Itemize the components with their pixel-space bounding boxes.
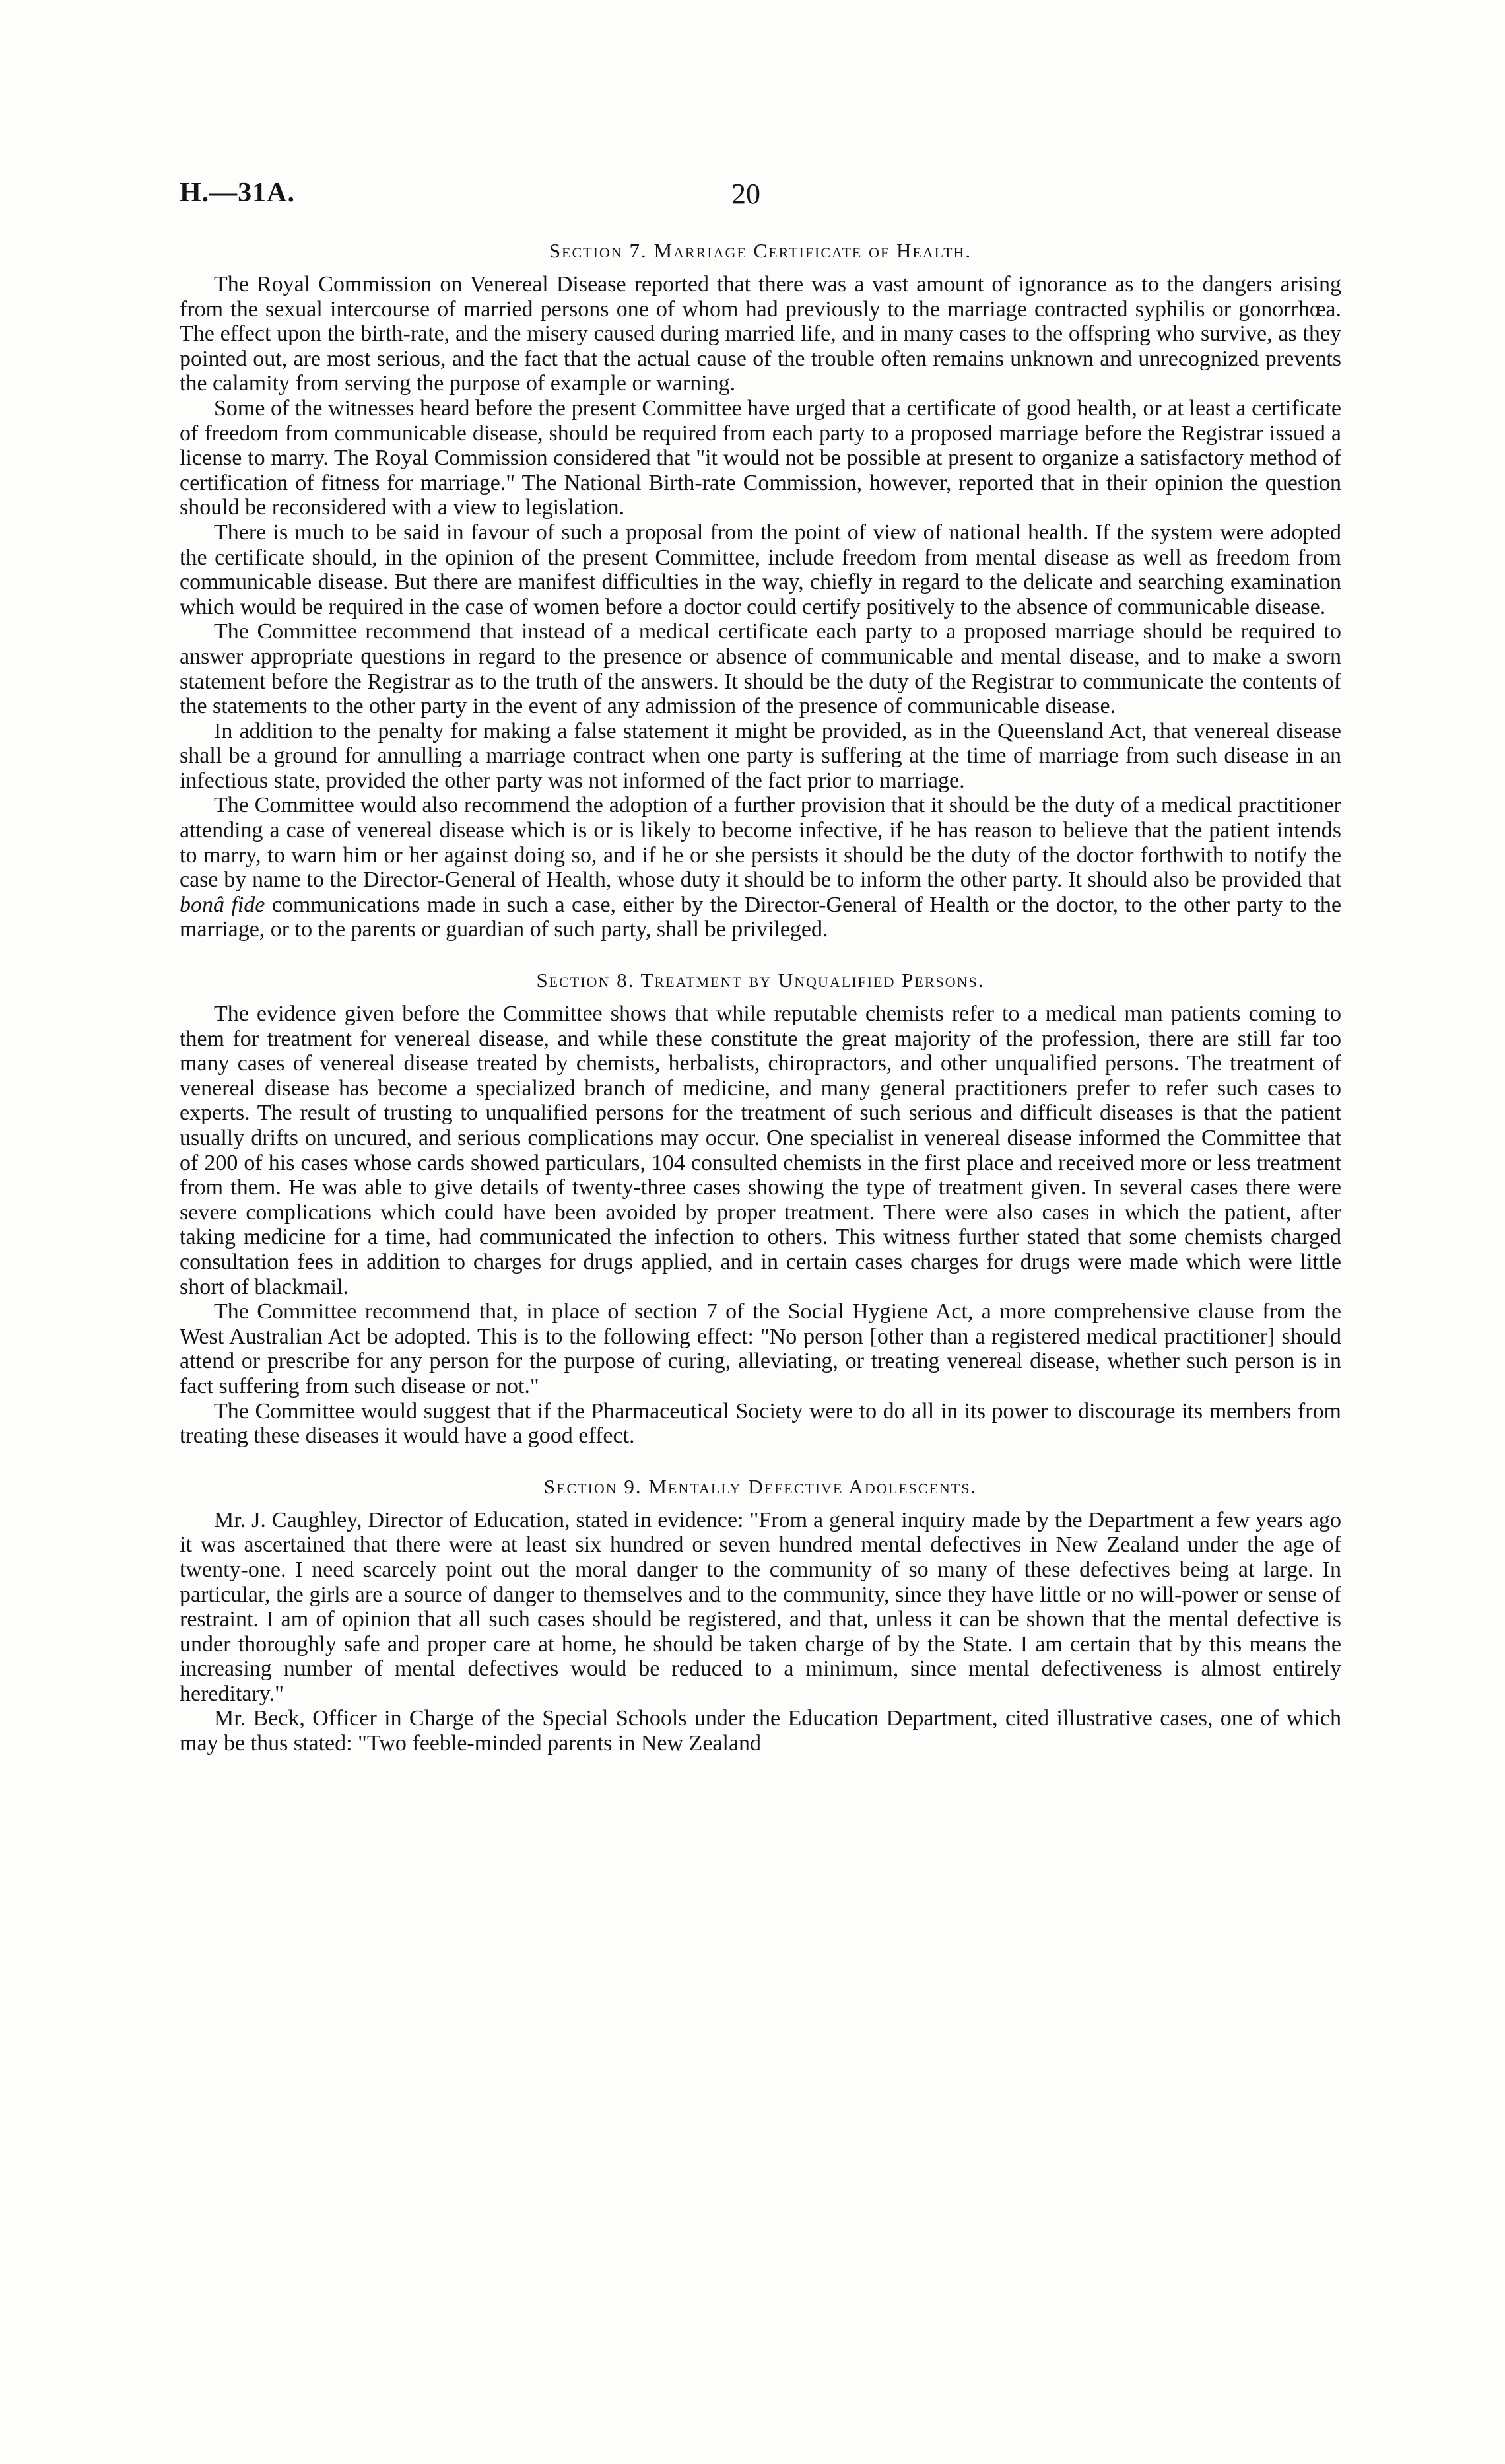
body-text <box>180 238 1341 1756</box>
italic-phrase: bonâ fide <box>180 892 265 917</box>
page-header <box>180 177 1341 217</box>
section-8-paragraph-1: The evidence given before the Committee shows that while reputable chemists refer to a medical man patients coming to them for treatment for venereal disease, and while these constitute the great majority of the profession, there are still far too many cases of venereal disease treated by chemists, herbalists, chiropractors, and other unqualified persons. The treatment of venereal disease has become a specialized branch of medicine, and many general practitioners prefer to refer such cases to experts. The result of trusting to unqualified persons for the treatment of such serious and difficult diseases is that the patient usually drifts on uncured, and serious complications may occur. One specialist in venereal disease informed the Committee that of 200 of his cases whose cards showed particulars, 104 consulted chemists in the first place and received more or less treatment from them. He was able to give details of twenty-three cases showing the type of treatment given. In several cases there were severe complications which could have been avoided by proper treatment. There were also cases in which the patient, after taking medicine for a time, had communicated the infection to others. This witness further stated that some chemists charged consultation fees in addition to charges for drugs applied, and in certain cases charges for drugs were made which were little short of blackmail. <box>180 1002 1341 1299</box>
section-7-paragraph-3: There is much to be said in favour of such a proposal from the point of view of national health. If the system were adopted the certificate should, in the opinion of the present Committee, include freedom from mental disease as well as freedom from communicable disease. But there are manifest difficulties in the way, chiefly in regard to the delicate and searching examination which would be required in the case of women before a doctor could certify positively to the absence of communicable disease. <box>180 520 1341 619</box>
text-run: The Committee would also recommend the adoption of a further provision that it should be the duty of a medical practitioner attending a case of venereal disease which is or is likely to become infective, if he has reason to believe that the patient intends to marry, to warn him or her against doing so, and if he or she persists it should be the duty of the doctor forthwith to notify the case by name to the Director-General of Health, whose duty it should be to inform the other party. It should also be provided that <box>180 793 1341 893</box>
section-8-paragraph-3: The Committee would suggest that if the Pharmaceutical Society were to do all in its power to discourage its members from treating these diseases it would have a good effect. <box>180 1398 1341 1449</box>
page-number: 20 <box>731 178 760 210</box>
document-reference: H.—31A. <box>180 178 295 208</box>
section-9-paragraph-1: Mr. J. Caughley, Director of Education, stated in evidence: "From a general inquiry made by the Department a few years ago it was ascertained that there were at least six hundred or seven hundred mental defectives in New Zealand under the age of twenty-one. I need scarcely point out the moral danger to the community of so many of these defectives being at large. In particular, the girls are a source of danger to themselves and to the community, since they have little or no will-power or sense of restraint. I am of opinion that all such cases should be registered, and that, unless it can be shown that the mental defective is under thoroughly safe and proper care at home, he should be taken charge of by the State. I am certain that by this means the increasing number of mental defectives would be reduced to a minimum, since mental defectiveness is almost entirely hereditary." <box>180 1507 1341 1706</box>
section-7-paragraph-4: The Committee recommend that instead of a medical certificate each party to a proposed marriage should be required to answer appropriate questions in regard to the presence or absence of communicable and mental disease, and to make a sworn statement before the Registrar as to the truth of the answers. It should be the duty of the Registrar to communicate the contents of the statements to the other party in the event of any admission of the presence of communicable disease. <box>180 619 1341 719</box>
section-7-paragraph-5: In addition to the penalty for making a false statement it might be provided, as in the Queensland Act, that venereal disease shall be a ground for annulling a marriage contract when one party is suffering at the time of marriage from such disease in an infectious state, provided the other party was not informed of the fact prior to marriage. <box>180 718 1341 793</box>
section-9-heading: Section 9. Mentally Defective Adolescents. <box>543 1474 978 1498</box>
section-9-paragraph-2: Mr. Beck, Officer in Charge of the Special Schools under the Education Department, cited illustrative cases, one of which may be thus stated: "Two feeble-minded parents in New Zealand <box>180 1706 1341 1756</box>
section-8-heading: Section 8. Treatment by Unqualified Persons. <box>536 969 985 992</box>
section-7-heading: Section 7. Marriage Certificate of Health. <box>549 239 972 262</box>
section-7-paragraph-6 <box>180 793 1341 942</box>
section-7-paragraph-2: Some of the witnesses heard before the present Committee have urged that a certificate of good health, or at least a certificate of freedom from communicable disease, should be required from each party to a proposed marriage before the Registrar issued a license to marry. The Royal Commission considered that "it would not be possible at present to organize a satisfactory method of certification of fitness for marriage." The National Birth-rate Commission, however, reported that in their opinion the question should be reconsidered with a view to legislation. <box>180 395 1341 520</box>
section-8-paragraph-2: The Committee recommend that, in place of section 7 of the Social Hygiene Act, a more comprehensive clause from the West Australian Act be adopted. This is to the following effect: "No person [other than a registered medical practitioner] should attend or prescribe for any person for the purpose of curing, alleviating, or treating venereal disease, whether such person is in fact suffering from such disease or not." <box>180 1299 1341 1398</box>
section-7-paragraph-1: The Royal Commission on Venereal Disease reported that there was a vast amount of ignorance as to the dangers arising from the sexual intercourse of married persons one of whom had previously to the marriage contracted syphilis or gonorrhœa. The effect upon the birth-rate, and the misery caused during married life, and in many cases to the offspring who survive, as they pointed out, are most serious, and the fact that the actual cause of the trouble often remains unknown and unrecognized prevents the calamity from serving the purpose of example or warning. <box>180 272 1341 396</box>
text-run: communications made in such a case, either by the Director-General of Health or the doctor, to the other party to the marriage, or to the parents or guardian of such party, shall be privileged. <box>180 892 1341 942</box>
